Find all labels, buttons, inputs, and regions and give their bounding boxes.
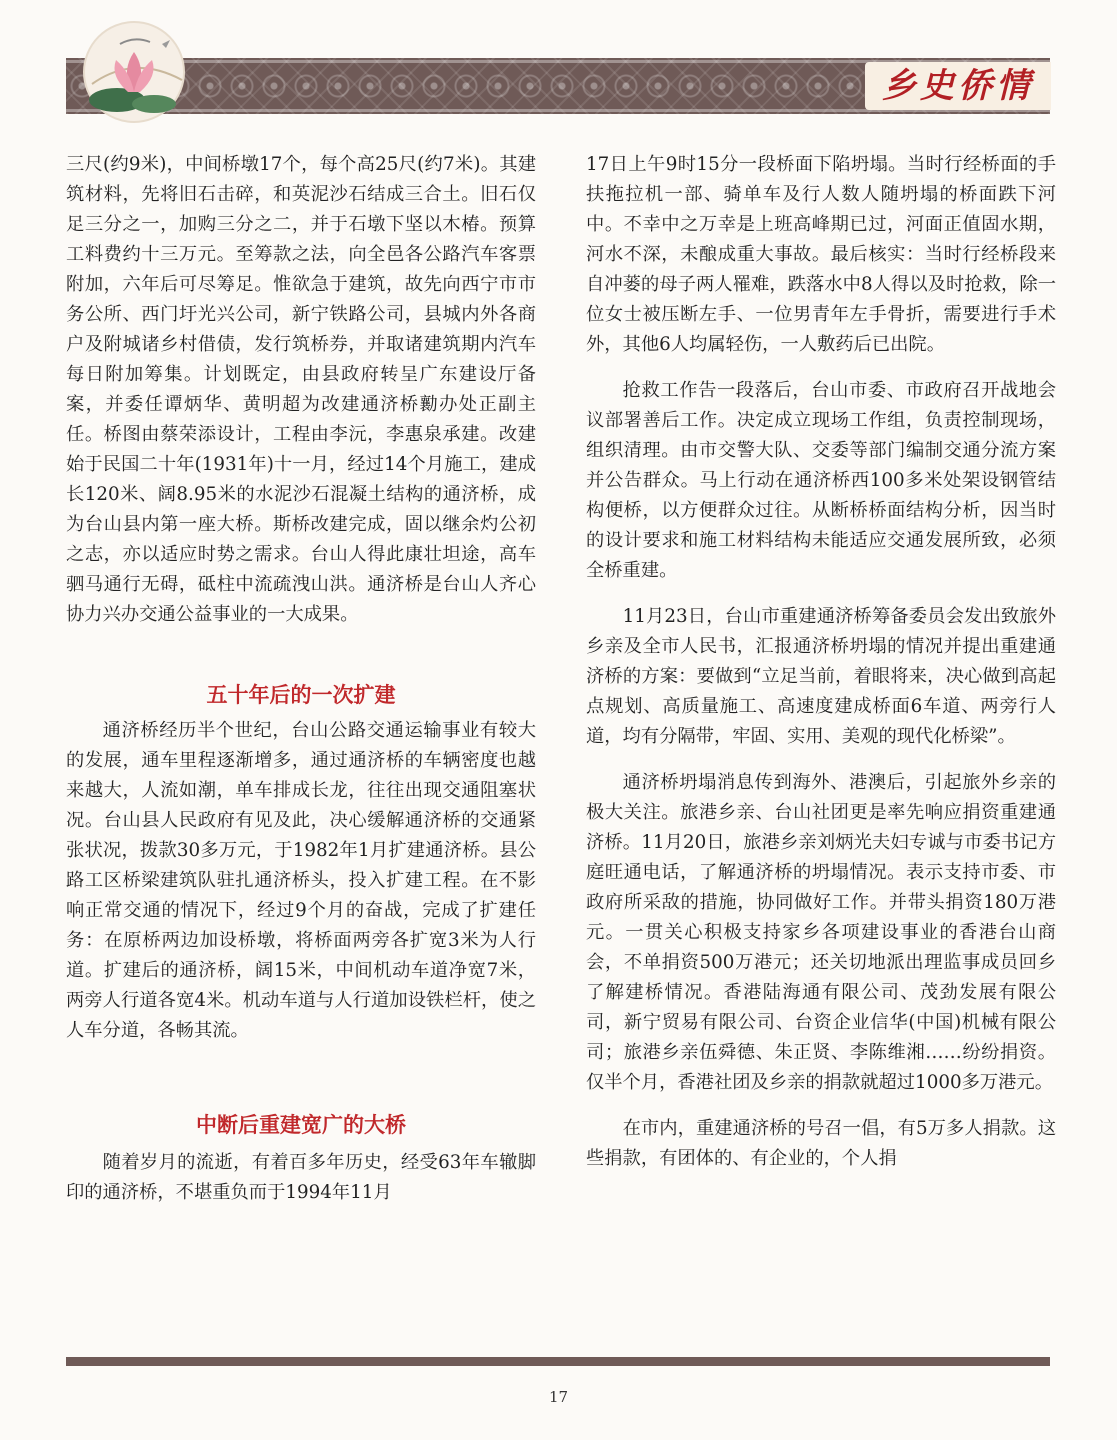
paragraph: 11月23日，台山市重建通济桥筹备委员会发出致旅外乡亲及全市人民书，汇报通济桥坍塌的情况并提出重建通济桥的方案：要做到“立足当前，着眼将来，决心做到高起点规划、高质量施工、高速度建成桥面6车道、两旁行人道，均有分隔带，牢固、实用、美观的现代化桥梁”。 [586, 606, 1056, 747]
lotus-emblem [72, 14, 202, 134]
paragraph: 三尺(约9米)，中间桥墩17个，每个高25尺(约7米)。其建筑材料，先将旧石击碎，和英泥沙石结成三合土。旧石仅足三分之一，加购三分之二，并于石墩下坚以木椿。预算工料费约十三万元。至筹款之法，向全邑各公路汽车客票附加，六年后可尽筹足。惟欲急于建筑，故先向西宁市市务公所、西门圩光兴公司，新宁铁路公司，县城内外各商户及附城诸乡村借债，发行筑桥券，并取诸建筑期内汽车每日附加筹集。计划既定，由县政府转呈广东建设厅备案，并委任谭炳华、黄明超为改建通济桥勷办处正副主任。桥图由蔡荣添设计，工程由李沅，李惠泉承建。改建始于民国二十年(1931年)十一月，经过14个月施工，建成长120米、阔8.95米的水泥沙石混凝土结构的通济桥，成为台山县内第一座大桥。斯桥改建完成，固以继余灼公初之志，亦以适应时势之需求。台山人得此康壮坦途，高车驷马通行无碍，砥柱中流疏洩山洪。通济桥是台山人齐心协力兴办交通公益事业的一大成果。 [66, 154, 536, 625]
paragraph: 通济桥经历半个世纪，台山公路交通运输事业有较大的发展，通车里程逐渐增多，通过通济桥的车辆密度也越来越大，人流如潮，单车排成长龙，往往出现交通阻塞状况。台山县人民政府有见及此，决心缓解通济桥的交通紧张状况，拨款30多万元，于1982年1月扩建通济桥。县公路工区桥梁建筑队驻扎通济桥头，投入扩建工程。在不影响正常交通的情况下，经过9个月的奋战，完成了扩建任务：在原桥两边加设桥墩，将桥面两旁各扩宽3米为人行道。扩建后的通济桥，阔15米，中间机动车道净宽7米，两旁人行道各宽4米。机动车道与人行道加设铁栏杆，使之人车分道，各畅其流。 [66, 720, 536, 1041]
paragraph: 抢救工作告一段落后，台山市委、市政府召开战地会议部署善后工作。决定成立现场工作组，负责控制现场，组织清理。由市交警大队、交委等部门编制交通分流方案并公告群众。马上行动在通济桥西100多米处架设钢管结构便桥，以方便群众过往。从断桥桥面结构分析，因当时的设计要求和施工材料结构未能适应交通发展所致，必须全桥重建。 [586, 380, 1056, 581]
paragraph: 17日上午9时15分一段桥面下陷坍塌。当时行经桥面的手扶拖拉机一部、骑单车及行人数人随坍塌的桥面跌下河中。不幸中之万幸是上班高峰期已过，河面正值固水期，河水不深，未酿成重大事故。最后核实：当时行经桥段来自冲蒌的母子两人罹难，跌落水中8人得以及时抢救，除一位女士被压断左手、一位男青年左手骨折，需要进行手术外，其他6人均属轻伤，一人敷药后已出院。 [586, 154, 1056, 355]
paragraph: 在市内，重建通济桥的号召一倡，有5万多人捐款。这些捐款，有团体的、有企业的，个人捐 [586, 1118, 1056, 1169]
page-number: 17 [548, 1388, 569, 1406]
paragraph: 通济桥坍塌消息传到海外、港澳后，引起旅外乡亲的极大关注。旅港乡亲、台山社团更是率先响应捐资重建通济桥。11月20日，旅港乡亲刘炳光夫妇专诚与市委书记方庭旺通电话，了解通济桥的坍塌情况。表示支持市委、市政府所采敌的措施，协同做好工作。并带头捐资180万港元。一贯关心积极支持家乡各项建设事业的香港台山商会，不单捐资500万港元；还关切地派出理监事成员回乡了解建桥情况。香港陆海通有限公司、茂劲发展有限公司，新宁贸易有限公司、台资企业信华(中国)机械有限公司；旅港乡亲伍舜德、朱正贤、李陈维湘……纷纷捐资。仅半个月，香港社团及乡亲的捐款就超过1000多万港元。 [586, 772, 1056, 1093]
section-title-badge [865, 62, 1051, 110]
right-column [586, 150, 1056, 1174]
section-heading: 中断后重建宽广的大桥 [196, 1112, 406, 1137]
section-heading: 五十年后的一次扩建 [206, 682, 396, 707]
footer-rule [66, 1357, 1050, 1366]
paragraph: 随着岁月的流逝，有着百多年历史，经受63年车辙脚印的通济桥，不堪重负而于1994年11月 [66, 1152, 536, 1203]
left-column [66, 150, 536, 1208]
section-title: 乡史侨情 [882, 66, 1034, 106]
